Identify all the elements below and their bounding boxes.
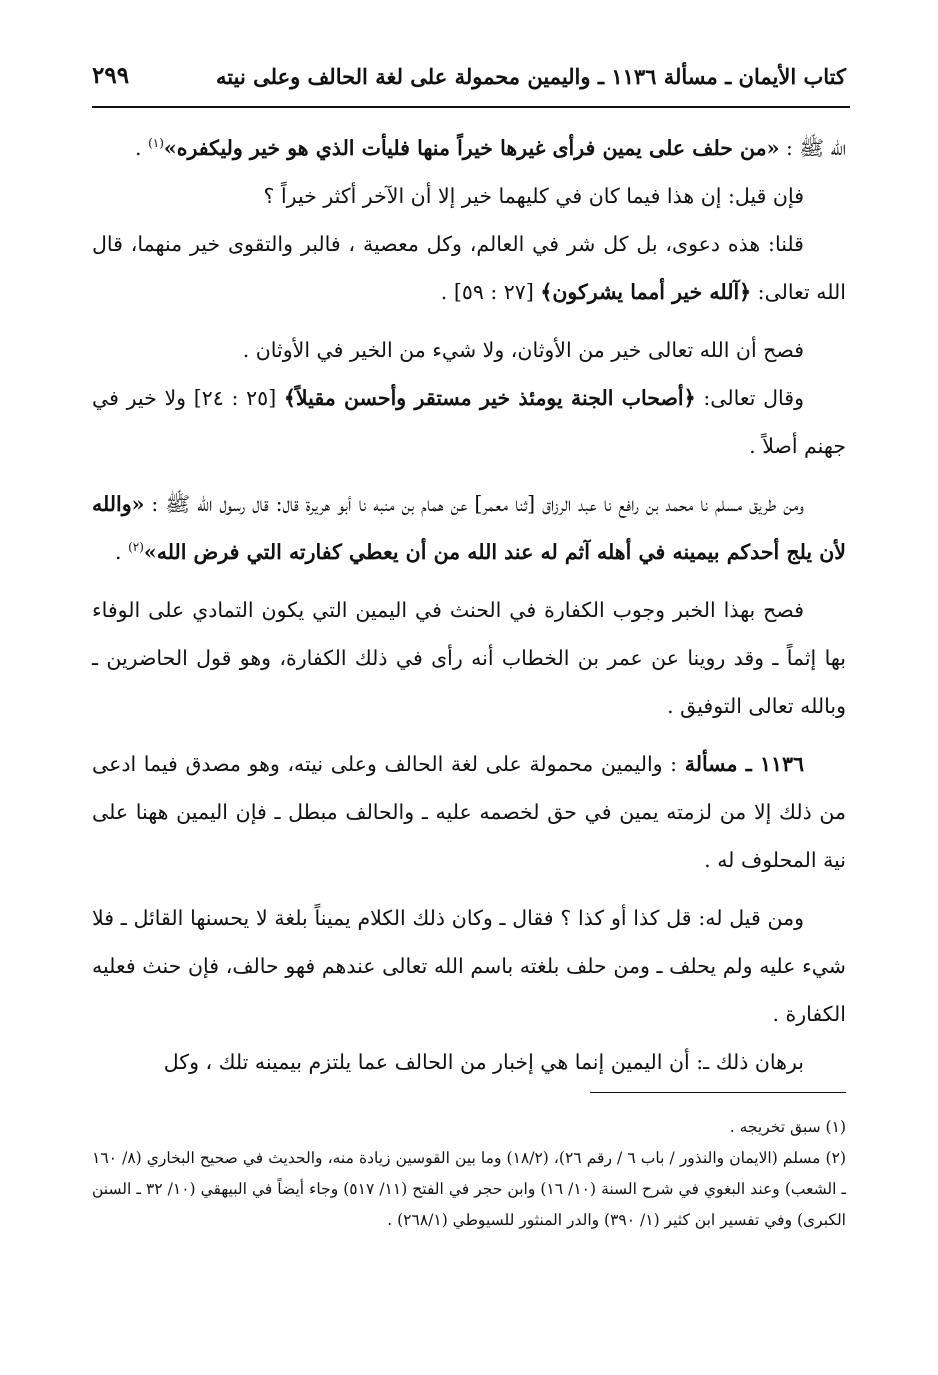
footnote-rule [590, 1092, 846, 1093]
quran-reference: [٢٥ : ٢٤] ولا خير في جهنم أصلاً . [92, 386, 846, 458]
hadith-quote: «من حلف على يمين فرأى غيرها خيراً منها فليأت الذي هو خير وليكفره» [163, 136, 780, 160]
page-header [92, 58, 846, 98]
paragraph-quran-citation [92, 374, 846, 470]
paragraph-tail: . [135, 136, 149, 160]
paragraph-isnad [92, 480, 846, 576]
footnote-ref: (٢) [128, 540, 144, 555]
footnote-1: (١) سبق تخريجه . [729, 1118, 846, 1136]
body-text [92, 124, 846, 1086]
hadith-lead: الله ﷺ : [779, 136, 846, 160]
running-title: كتاب الأيمان ـ مسألة ١١٣٦ ـ واليمين محمولة على لغة الحالف وعلى نيته [216, 64, 846, 89]
quran-reference: [٢٧ : ٥٩] . [440, 280, 541, 304]
paragraph-language: ومن قيل له: قل كذا أو كذا ؟ فقال ـ وكان ذلك الكلام يميناً بلغة لا يحسنها القائل ـ فلا شيء عليه ولم يحلف ـ ومن حلف بلغته باسم الله تعالى عندهم فهو حالف، فإن حنث فعليه الكفارة . [92, 906, 846, 1026]
issue-text: : واليمين محمولة على لغة الحالف وعلى نيته، وهو مصدق فيما ادعى من ذلك إلا من لزمته يمين في حق لخصمه عليه ـ والحالف مبطل ـ فإن اليمين ههنا على نية المحلوف له . [92, 752, 846, 872]
footnote-ref: (١) [148, 136, 164, 151]
reply-text: قلنا: هذه دعوى، بل كل شر في العالم، وكل معصية ، فالبر والتقوى خير منهما، قال الله تعالى: [92, 232, 846, 304]
isnad-text: ومن طريق مسلم نا محمد بن رافع نا عبد الرزاق [ثنا معمر] عن همام بن منبه نا أبو هريرة قال: قال رسول الله ﷺ : [144, 492, 804, 516]
hadith-quote: «والله لأن يلج أحدكم بيمينه في أهله آثم له عند الله من أن يعطي كفارته التي فرض الله» [92, 492, 846, 564]
paragraph-reply [92, 220, 846, 316]
page-number: ٢٩٩ [92, 62, 130, 89]
paragraph-conclusion: فصح أن الله تعالى خير من الأوثان، ولا شيء من الخير في الأوثان . [242, 338, 804, 362]
issue-heading: ١١٣٦ ـ مسألة [684, 752, 804, 776]
footnotes [92, 1112, 846, 1236]
paragraph-objection: فإن قيل: إن هذا فيما كان في كليهما خير إلا أن الآخر أكثر خيراً ؟ [263, 184, 804, 208]
paragraph-ruling: فصح بهذا الخبر وجوب الكفارة في الحنث في اليمين التي يكون التمادي على الوفاء بها إثماً ـ وقد روينا عن عمر بن الخطاب أنه رأى في ذلك الكفارة، وهو قول الحاضرين ـ وبالله تعالى التوفيق . [92, 598, 846, 718]
paragraph-issue-1136 [92, 740, 846, 884]
paragraph-hadith-oath [92, 124, 846, 172]
paragraph-proof: برهان ذلك ـ: أن اليمين إنما هي إخبار من الحالف عما يلتزم بيمينه تلك ، وكل [163, 1050, 804, 1074]
paragraph-tail: . [115, 540, 129, 564]
citation-lead: وقال تعالى: [695, 386, 804, 410]
footnote-2: (٢) مسلم (الايمان والنذور / باب ٦ / رقم ٢٦)، (١٨/٢) وما بين القوسين زيادة منه، والحديث في صحيح البخاري (٨/ ١٦٠ ـ الشعب) وعند البغوي في شرح السنة (١٠/ ١٦) وابن حجر في الفتح (١١/ ٥١٧) وجاء أيضاً في البيهقي (١٠/ ٣٢ ـ السنن الكبرى) وفي تفسير ابن كثير (١/ ٣٩٠) والدر المنثور للسيوطي (٢٦٨/١) . [92, 1149, 847, 1229]
quran-quote: ﴿أصحاب الجنة يومئذ خير مستقر وأحسن مقيلاً﴾ [283, 386, 696, 410]
header-rule [92, 106, 850, 108]
quran-quote: ﴿آلله خير أمما يشركون﴾ [540, 280, 752, 304]
